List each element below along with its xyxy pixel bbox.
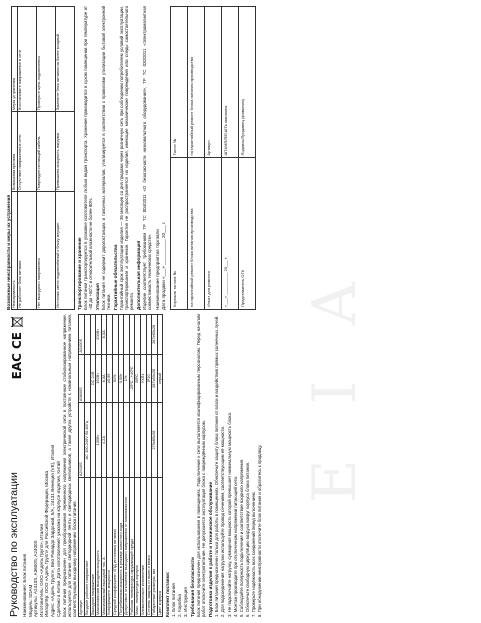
transport-title: Транспортирование и хранение: [76, 237, 82, 310]
spec-cell: 287х60х28: [152, 354, 158, 402]
warranty-coupon: [170, 6, 256, 310]
trouble-cell: Восстановите напряжение в сети: [17, 7, 36, 112]
coupon-row: [238, 7, 255, 310]
prep-item: 7. Проверьте надёжность всех соединений перед включением.: [250, 491, 256, 617]
trouble-cell: Превышена мощность нагрузки: [55, 112, 74, 192]
prep-item: 1. Блок питания предназначен только для работы в помещениях. Обеспечьте защиту блока питания от влаги и воздействия прямых солнечных лучей.: [214, 315, 220, 617]
spec-row: [157, 315, 163, 617]
spec-cell: [157, 403, 163, 478]
spec-cell: Цвет корпуса: [157, 478, 163, 617]
left-column: [6, 314, 475, 617]
spec-cell: ≥0,95: [107, 354, 113, 402]
trouble-cell: Отсутствие напряжения в сети: [17, 112, 36, 192]
safety-text: Блок питания предназначен для использования в помещениях. Подключение к сети выполняется квалифицированным персоналом. Перед началом работ отключите электропитание. Не допускается эксплуатация блока с повреждённым корпусом.: [196, 314, 207, 617]
header-line: Изготовитель: ООО «Адель Групп», Италия: [38, 524, 44, 617]
prep-item: 4. Монтаж производите при отключенном напряжении питающей сети.: [232, 475, 238, 617]
coupon-cell: Артикул:: [204, 7, 221, 159]
header-info: [22, 314, 61, 617]
spec-cell: -25ºC...+40ºC: [129, 354, 135, 402]
spec-cell: 4,2А: [101, 403, 107, 478]
trouble-col-header: Возможная причина: [12, 112, 18, 192]
form-store: Наименование предприятия торговли: [155, 229, 161, 310]
eac-logo: EAC: [10, 353, 24, 380]
spec-cell: IP20: [146, 354, 152, 402]
coupon-cell: Подпись/Продавец (фамилия): [238, 7, 255, 159]
coupon-row: [221, 7, 238, 310]
safety-title: Требования безопасности: [190, 557, 196, 617]
spec-cell: AC 100-240V 50-60Гц: [85, 403, 91, 478]
page-title: Руководство по эксплуатации: [8, 472, 20, 617]
trouble-cell: Не работает блок питания: [17, 192, 36, 310]
transport-text: Блок питания транспортируется в упаковке изготовителя любым видом транспорта. Хранение производится в сухом помещении при температуре от -40 до +50°С и относительной влажности не более 80%.: [82, 6, 93, 310]
spec-cell: 1%: [124, 354, 130, 402]
spec-cell: Входное рабочее напряжение: [85, 478, 91, 617]
spec-cell: Допустимое отклонение выходного напряжения от номинального: [124, 478, 130, 617]
prep-list: [214, 314, 262, 617]
ce-logo: CE: [10, 332, 24, 350]
coupon-cell: Представитель ОТК: [238, 158, 255, 310]
coupon-cell: на гарантийный ремонт блока питания производства: [187, 7, 204, 159]
waste-bin-icon: [10, 316, 24, 328]
trouble-cell: Проверьте цепь подключения: [36, 7, 55, 112]
kit-item: 2. Коробка: [176, 594, 182, 617]
warranty-text: Гарантийный срок эксплуатации изделия — 36 месяцев со дня продажи через розничную сеть при соблюдении потребителем условий эксплуатации, транспортирования и хранения. Гарантия не распространяется на изделия, имеющие механические повреждения или следы самостоятельного ремонта.: [118, 6, 135, 310]
spec-col-header: A2400S: [79, 315, 85, 355]
spec-cell: Габаритные размеры, мм: [152, 478, 158, 617]
kit-title: Комплект поставки:: [165, 571, 171, 617]
trouble-table: [6, 6, 75, 310]
spec-cell: Средний коэффициент КПД источника питания: [113, 478, 119, 617]
watermark: E I A: [300, 264, 370, 503]
prep-title: Подготовка изделия к работе и техническое обслуживание: [208, 481, 214, 617]
coupon-cell: Корешок талона №: [170, 158, 187, 310]
spec-cell: 8,3А: [101, 315, 107, 355]
extra-text: Изделие соответствует требованиям ТР ТС 004/2011 «О безопасности низковольтного оборудования», ТР ТС 020/2011 «Электромагнитная совместимость технических средств».: [142, 6, 153, 310]
certification-logos: [10, 316, 24, 379]
utilization-text: Блок питания не содержит дорогостоящих и токсичных материалов, утилизируется в соответствии с правилами утилизации бытовой электронной техники.: [100, 6, 111, 310]
spec-cell: 100Вт: [96, 403, 102, 478]
spec-cell: 85ºC: [135, 354, 141, 402]
prep-item: 2. Для подсоединения нагрузки используйте провод сечением, соответствующим её мощности.: [220, 425, 226, 617]
spec-cell: Климатическое исполнение: [140, 478, 146, 617]
spec-cell: Коэффициент мощности: [107, 478, 113, 617]
coupon-cell: на гарантийный ремонт блока питания производства: [187, 158, 204, 310]
prep-item: 8. При обнаружении неисправности отключите блок питания и обратитесь к продавцу.: [256, 444, 262, 617]
header-line: Адрес: «Адель Групп», Вио Рикардо Зардонай, 5/А, 24131 Венеция (VE), Италия: [49, 444, 55, 617]
header-line: Модель: SDAM: [27, 584, 33, 617]
spec-col-header: Артикул: [79, 478, 85, 617]
spec-cell: 91%: [113, 354, 119, 402]
spec-cell: Макс. температура корпуса: [135, 478, 141, 617]
kit-item: 1. Блок питания: [171, 583, 177, 617]
spec-cell: Степень защиты от пыли и влаги: [146, 478, 152, 617]
form-date: Дата продажи «___» __________ 20___ г.: [161, 221, 167, 310]
spec-cell: Максимальный выходной ток, А: [101, 478, 107, 617]
prep-item: 3. Не подключайте нагрузку, суммарная мощность которой превышает номинальную мощность блока.: [226, 411, 232, 617]
header-line: Сделано в Китае. Дата изготовления: указана на корпусе изделия, Китай: [55, 461, 61, 617]
utilization-title: Утилизация: [94, 283, 100, 310]
coupon-cell: Изъят для ремонта: [204, 158, 221, 310]
spec-cell: 0,5Вт: [118, 354, 124, 402]
header-line: Импортёр: ООО «Адель Групп» для Российской Федерации, Москва: [44, 471, 50, 617]
prep-item: 5. Соблюдайте полярность подключения и соответствие входного напряжения.: [238, 458, 244, 617]
spec-cell: Рабочая температура окружающей среды: [129, 478, 135, 617]
trouble-title: Возможные неисправности и меры их устранения: [6, 194, 11, 310]
spec-col-header: A2410S: [79, 403, 85, 478]
intro-paragraph: Блок питания предназначен для преобразования переменного напряжения электрической сети в постоянное стабилизированное напряжение, используется для питания светодиодной ленты и светодиодных светильников, а также других устройств с номинальным напряжением питания, соответствующим выходному напряжению блока питания.: [62, 314, 78, 617]
trouble-row: [17, 7, 36, 310]
warranty-title: Гарантийные обязательства: [112, 244, 118, 310]
coupon-row: [204, 7, 221, 310]
trouble-col-header: Неисправность: [12, 192, 18, 310]
trouble-cell: Поврежден питающий кабель: [36, 112, 55, 192]
coupon-row: [187, 7, 204, 310]
kit-list: [171, 314, 188, 617]
spec-cell: DC 24В: [90, 354, 96, 402]
trouble-row: [55, 7, 74, 310]
kit-item: 3. Инструкция: [182, 587, 188, 617]
coupon-cell: Талон №: [170, 7, 187, 159]
spec-cell: УХЛ4: [140, 354, 146, 402]
trouble-row: [36, 7, 55, 310]
spec-cell: 287х60х28: [152, 315, 158, 355]
trouble-cell: Замените блок питания на более мощный: [55, 7, 74, 112]
spec-table: [78, 314, 163, 617]
coupon-row: [170, 7, 187, 310]
spec-cell: 200Вт: [96, 315, 102, 355]
spec-cell: 6,3А: [101, 354, 107, 402]
prep-item: 6. Обеспечьте свободную циркуляцию воздуха вокруг корпуса блока питания.: [244, 461, 250, 617]
spec-cell: Потребляемая мощность в режиме холостого хода: [118, 478, 124, 617]
spec-cell: серый: [157, 354, 163, 402]
spec-col-header: A3600S: [79, 354, 85, 402]
trouble-cell: Источник света подключённый к блоку мерцает: [55, 192, 74, 310]
header-line: Артикулы: A2410S, A3600S, A2400S: [33, 540, 39, 617]
spec-cell: Максимальная выходная мощность: [96, 478, 102, 617]
spec-cell: 275х60х28: [152, 403, 158, 478]
trouble-col-header: Меры устранения: [12, 7, 18, 112]
spec-cell: Выходное напряжение: [90, 478, 96, 617]
coupon-cell: ШТАМП/ПЕЧАТЬ магазина: [221, 7, 238, 159]
header-line: Наименование: Блок питания: [22, 553, 27, 617]
spec-cell: [157, 315, 163, 355]
coupon-cell: «___» __________ 20___ г.: [221, 158, 238, 310]
spec-cell: 150Вт: [96, 354, 102, 402]
trouble-cell: Нет выходного напряжения: [36, 192, 55, 310]
extra-title: Дополнительная информация: [136, 240, 142, 310]
right-column: [6, 6, 475, 310]
